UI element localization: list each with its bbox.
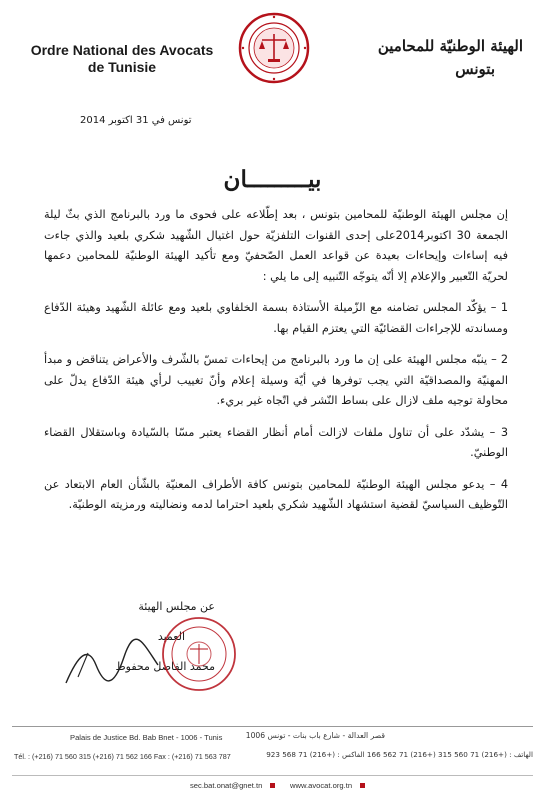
point-3-paragraph: 3 – يشدّد على أن تناول ملفات لازالت أمام أنظار القضاء يعتبر مسّا بالسّيادة وباستقلال القضاء الوطنيّ. (44, 425, 508, 459)
footer-phone-ar: الهاتف : (+216) 71 560 315 (+216) 71 562 166 الفاكس : (+216) 71 568 923 (266, 750, 533, 759)
footer-website-link[interactable]: www.avocat.org.tn (290, 781, 353, 790)
org-name-fr-line2: de Tunisie (87, 59, 157, 75)
org-name-ar (323, 35, 523, 81)
footer-email-link[interactable]: sec.bat.onat@gnet.tn (190, 781, 263, 790)
handwritten-signature (58, 635, 168, 695)
signature-council-label: عن مجلس الهيئة (138, 600, 215, 613)
email-icon (270, 783, 275, 788)
official-stamp (160, 615, 238, 693)
point-1-paragraph: 1 – يؤكّد المجلس تضامنه مع الزّميلة الأستاذة بسمة الخلفاوي بلعيد ومع عائلة الشّهيد وهيئة الدّفاع ومساندته للإجراءات القضائيّة التي يعتزم القيام بها. (44, 301, 508, 335)
statement-body (44, 205, 508, 527)
footer-phone-fr: Tél. : (+216) 71 560 315 (+216) 71 562 166 Fax : (+216) 71 563 787 (14, 752, 231, 761)
signature-title: العميد (157, 630, 185, 643)
intro-paragraph: إن مجلس الهيئة الوطنيّة للمحامين بتونس ، بعد إطّلاعه على فحوى ما ورد بالبرنامج الذي بثّ ليلة الجمعة 30 اكتوبر2014على إحدى القنوات التلفزيّة حول اغتيال الشّهيد شكري بلعيد والذي جاءت فيه إساءات وإيحاءات بعيدة عن قواعد العمل الصّحفيّ ومع تأكيد الهيئة الوطنيّة للمحامين دعمها لحريّة التّعبير والإعلام إلا أنّه يتوجّه التّنبيه إلى ما يلي : (44, 208, 508, 283)
document-title: بيـــــــــان (223, 166, 322, 193)
org-name-ar-line1: الهيئة الوطنيّة للمحامين (377, 37, 523, 55)
footer-divider (12, 726, 533, 727)
org-name-fr-line1: Ordre National des Avocats (30, 42, 214, 58)
point-4-paragraph: 4 – يدعو مجلس الهيئة الوطنيّة للمحامين بتونس كافة الأطراف المعنيّة بالشّأن العام الابتعاد عن التّوظيف السياسيّ لقضية استشهاد الشّهيد شكري بلعيد احتراما لدمه ونضاليته ورمزيته الوطنيّة. (44, 477, 508, 511)
org-name-ar-line2: بتونس (455, 60, 495, 78)
signatory-name: محمد الفاضل محفوظ (115, 660, 215, 673)
footer-address-ar: قصر العدالة - شارع باب بنات - تونس 1006 (245, 731, 385, 740)
point-2-paragraph: 2 – ينبّه مجلس الهيئة على إن ما ورد بالبرنامج من إيحاءات تمسّ بالشّرف والأعراض يتناقض و مبدأ المهنيّة والمصداقيّة التي يجب توفرها في أيّة وسيلة إعلام وأنّ تغييب لرأي هيئة الدّفاع يدلّ على محاولة توجيه ملف لازال على بساط النّشر في اتّجاه غير بريء. (44, 353, 508, 407)
footer-address-fr: Palais de Justice Bd. Bab Bnet - 1006 - Tunis (70, 733, 223, 742)
footer-divider-bottom (12, 775, 533, 776)
bar-logo-seal (238, 12, 310, 84)
org-name-fr (22, 42, 222, 76)
document-date: تونس في 31 اكتوبر 2014 (80, 115, 192, 126)
web-icon (360, 783, 365, 788)
